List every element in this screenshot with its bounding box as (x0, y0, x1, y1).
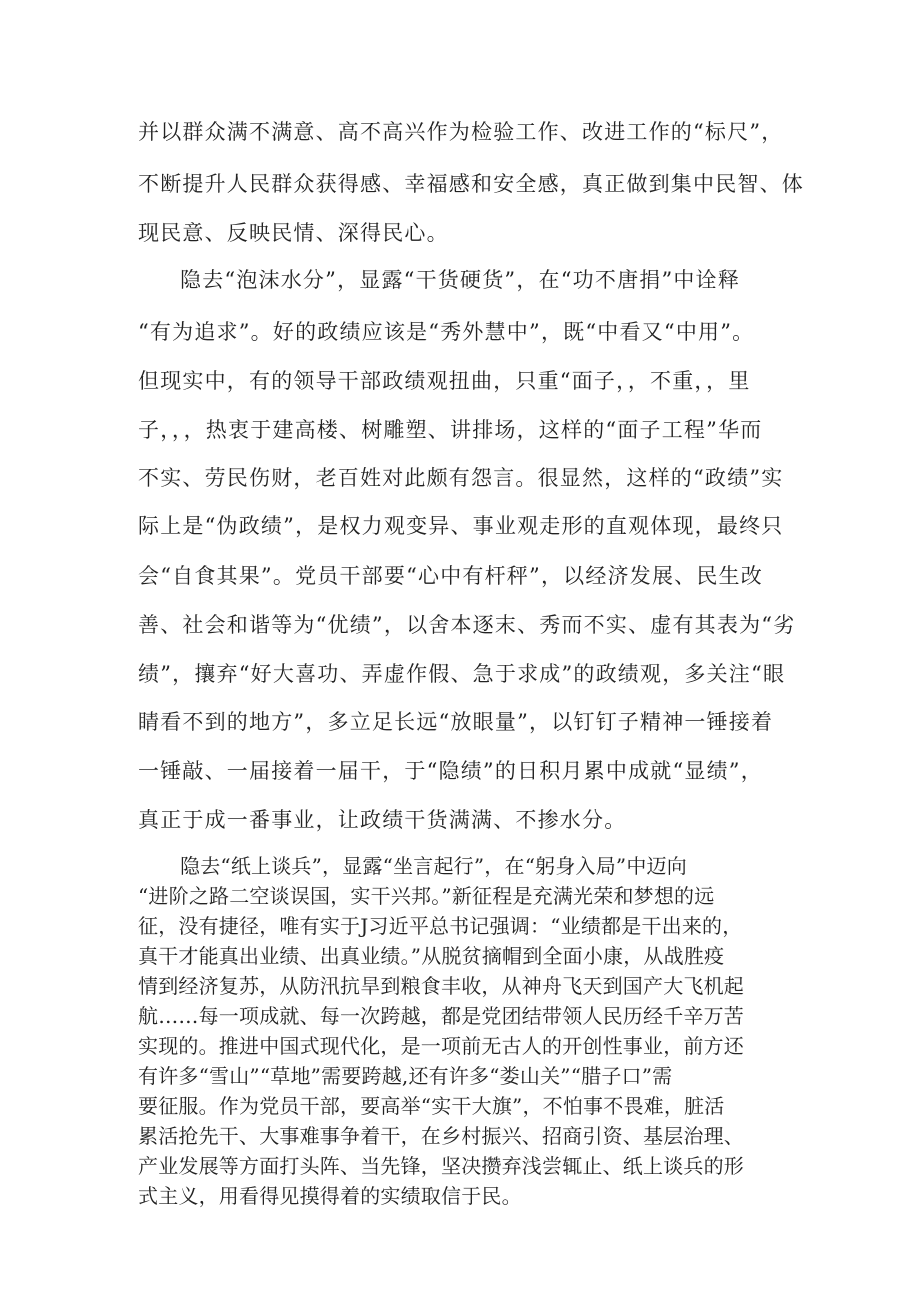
text-line: 产业发展等方面打头阵、当先锋，坚决攒弃浅尝辄止、纸上谈兵的形 (138, 1154, 744, 1178)
text-line: 真干才能真出业绩、出真业绩。”从脱贫摘帽到全面小康，从战胜疫 (138, 944, 725, 968)
text-line: 现民意、反映民情、深得民心。 (138, 221, 449, 245)
text-line: 征，没有捷径，唯有实于J习近平总书记强调：“业绩都是干出来的， (138, 914, 743, 938)
text-line: 会“自食其果”。党员干部要“心中有杆秤”，以经济发展、民生改 (138, 564, 763, 588)
text-line: 善、社会和谐等为“优绩”，以舍本逐末、秀而不实、虚有其表为“劣 (138, 613, 796, 637)
text-line: 睛看不到的地方”，多立足长远“放眼量”，以钉钉子精神一锤接着 (138, 710, 774, 734)
text-line: 不断提升人民群众获得感、幸福感和安全感，真正做到集中民智、体 (138, 172, 804, 196)
text-line: “有为追求”。好的政绩应该是“秀外慧中”，既“中看又“中用”。 (138, 320, 755, 344)
text-line: 一锤敲、一届接着一届干，于“隐绩”的日积月累中成就“显绩”， (138, 759, 763, 783)
text-line: 真正于成一番事业，让政绩干货满满、不掺水分。 (138, 808, 627, 832)
text-line: 情到经济复苏，从防汛抗旱到粮食丰收，从神舟飞天到国产大飞机起 (138, 974, 744, 998)
text-line: 绩”，攘弃“好大喜功、弄虚作假、急于求成”的政绩观，多关注“眼 (138, 662, 786, 686)
text-line: 并以群众满不满意、高不高兴作为检验工作、改进工作的“标尺”， (138, 120, 784, 144)
text-line: 累活抢先干、大事难事争着干，在乡村振兴、招商引资、基层治理、 (138, 1124, 744, 1148)
text-line: 际上是“伪政绩”，是权力观变异、事业观走形的直观体现，最终只 (138, 514, 784, 538)
text-line: 隐去“泡沫水分”，显露“干货硬货”，在“功不唐捐”中诠释 (180, 268, 741, 292)
text-line: 不实、劳民伤财，老百姓对此颇有怨言。很显然，这样的“政绩”实 (138, 466, 784, 490)
text-line: 式主义，用看得见摸得着的实绩取信于民。 (138, 1184, 522, 1208)
text-line: 航……每一项成就、每一次跨越，都是党团结带领人民历经千辛万苦 (138, 1004, 744, 1028)
text-line: 隐去“纸上谈兵”，显露“坐言起行”，在“躬身入局”中迈向 (180, 854, 687, 878)
text-line: 要征服。作为党员干部，要高举“实干大旗”，不怕事不畏难，脏活 (138, 1094, 725, 1118)
text-line: 子，，，热衷于建高楼、树雕塑、讲排场，这样的“面子工程”华而 (138, 418, 763, 442)
text-line: 但现实中，有的领导干部政绩观扭曲，只重“面子，，不重，，里 (138, 369, 751, 393)
text-line: 有许多“雪山”“草地”需要跨越,还有许多“娄山关”“腊子口”需 (138, 1064, 673, 1088)
text-line: “进阶之路二空谈误国，实干兴邦。”新征程是充满光荣和梦想的远 (138, 884, 715, 908)
text-line: 实现的。推进中国式现代化，是一项前无古人的开创性事业，前方还 (138, 1034, 744, 1058)
